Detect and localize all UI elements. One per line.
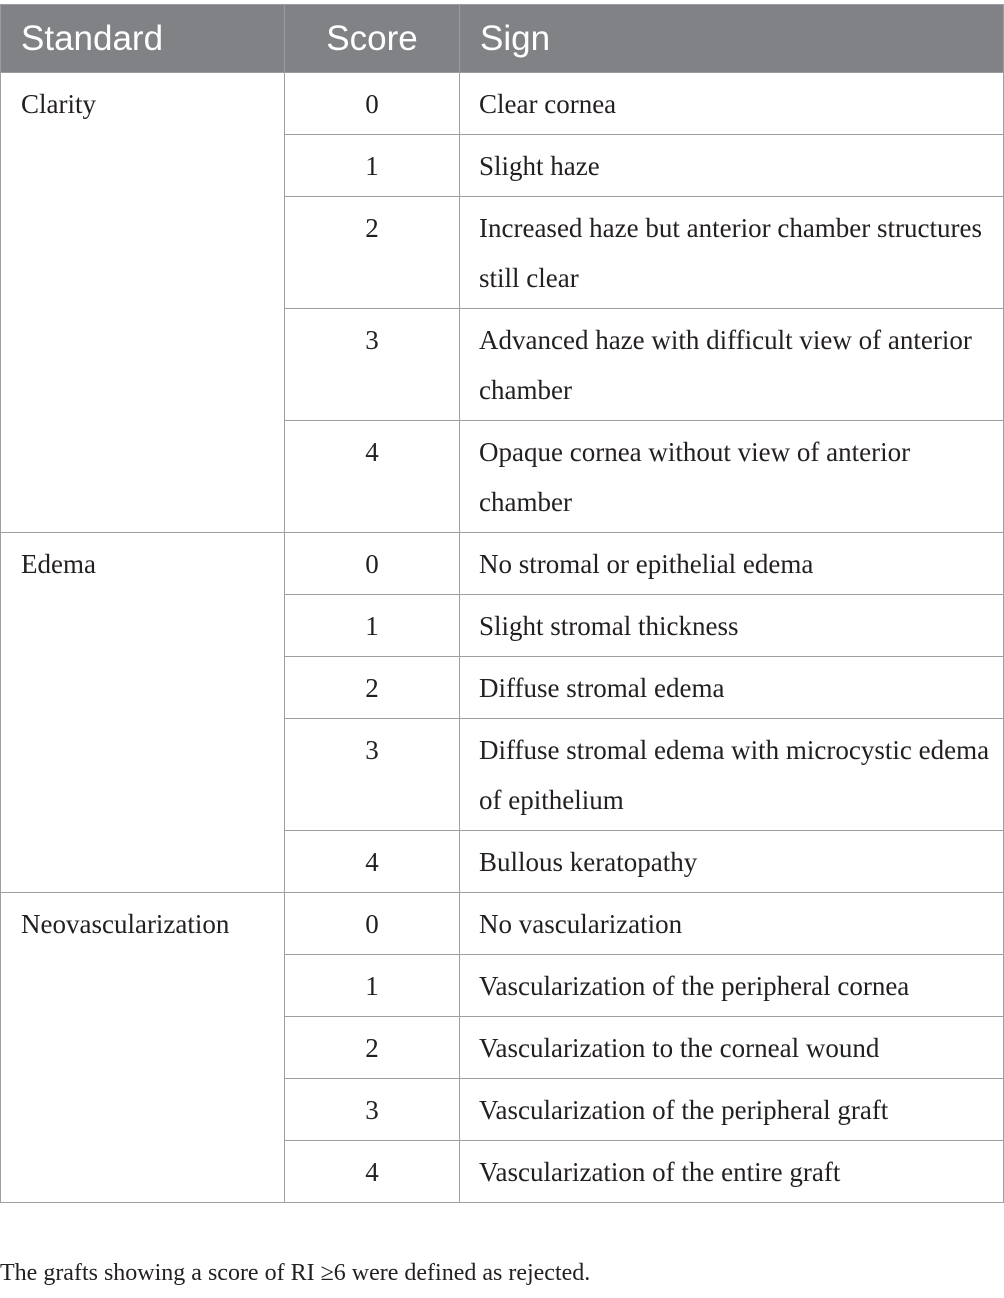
sign-cell: No vascularization: [460, 893, 1004, 955]
grading-table: [0, 4, 1004, 1203]
table-row: [1, 73, 1004, 135]
score-cell: 0: [285, 73, 460, 135]
score-cell: 2: [285, 657, 460, 719]
sign-cell: Advanced haze with difficult view of anterior chamber: [460, 309, 1004, 421]
score-cell: 4: [285, 421, 460, 533]
score-cell: 3: [285, 1079, 460, 1141]
score-cell: 2: [285, 1017, 460, 1079]
sign-cell: Bullous keratopathy: [460, 831, 1004, 893]
score-cell: 1: [285, 955, 460, 1017]
header-score: Score: [285, 5, 460, 73]
table-body: [1, 73, 1004, 1203]
sign-cell: Opaque cornea without view of anterior chamber: [460, 421, 1004, 533]
sign-cell: Clear cornea: [460, 73, 1004, 135]
header-sign: Sign: [460, 5, 1004, 73]
score-cell: 0: [285, 533, 460, 595]
score-cell: 2: [285, 197, 460, 309]
header-standard: Standard: [1, 5, 285, 73]
header-row: [1, 5, 1004, 73]
score-cell: 4: [285, 831, 460, 893]
score-cell: 3: [285, 309, 460, 421]
sign-cell: Increased haze but anterior chamber structures still clear: [460, 197, 1004, 309]
standard-cell-edema: Edema: [1, 533, 285, 893]
sign-cell: Vascularization of the peripheral graft: [460, 1079, 1004, 1141]
table-row: [1, 533, 1004, 595]
table-footnote: The grafts showing a score of RI ≥6 were defined as rejected.: [0, 1260, 591, 1286]
standard-cell-clarity: Clarity: [1, 73, 285, 533]
sign-cell: Slight haze: [460, 135, 1004, 197]
sign-cell: Vascularization to the corneal wound: [460, 1017, 1004, 1079]
sign-cell: Diffuse stromal edema: [460, 657, 1004, 719]
standard-cell-neovascularization: Neovascularization: [1, 893, 285, 1203]
score-cell: 0: [285, 893, 460, 955]
table-row: [1, 893, 1004, 955]
score-cell: 1: [285, 595, 460, 657]
score-cell: 4: [285, 1141, 460, 1203]
score-cell: 1: [285, 135, 460, 197]
sign-cell: No stromal or epithelial edema: [460, 533, 1004, 595]
sign-cell: Slight stromal thickness: [460, 595, 1004, 657]
score-cell: 3: [285, 719, 460, 831]
table-header: [1, 5, 1004, 73]
sign-cell: Vascularization of the peripheral cornea: [460, 955, 1004, 1017]
sign-cell: Diffuse stromal edema with microcystic edema of epithelium: [460, 719, 1004, 831]
sign-cell: Vascularization of the entire graft: [460, 1141, 1004, 1203]
